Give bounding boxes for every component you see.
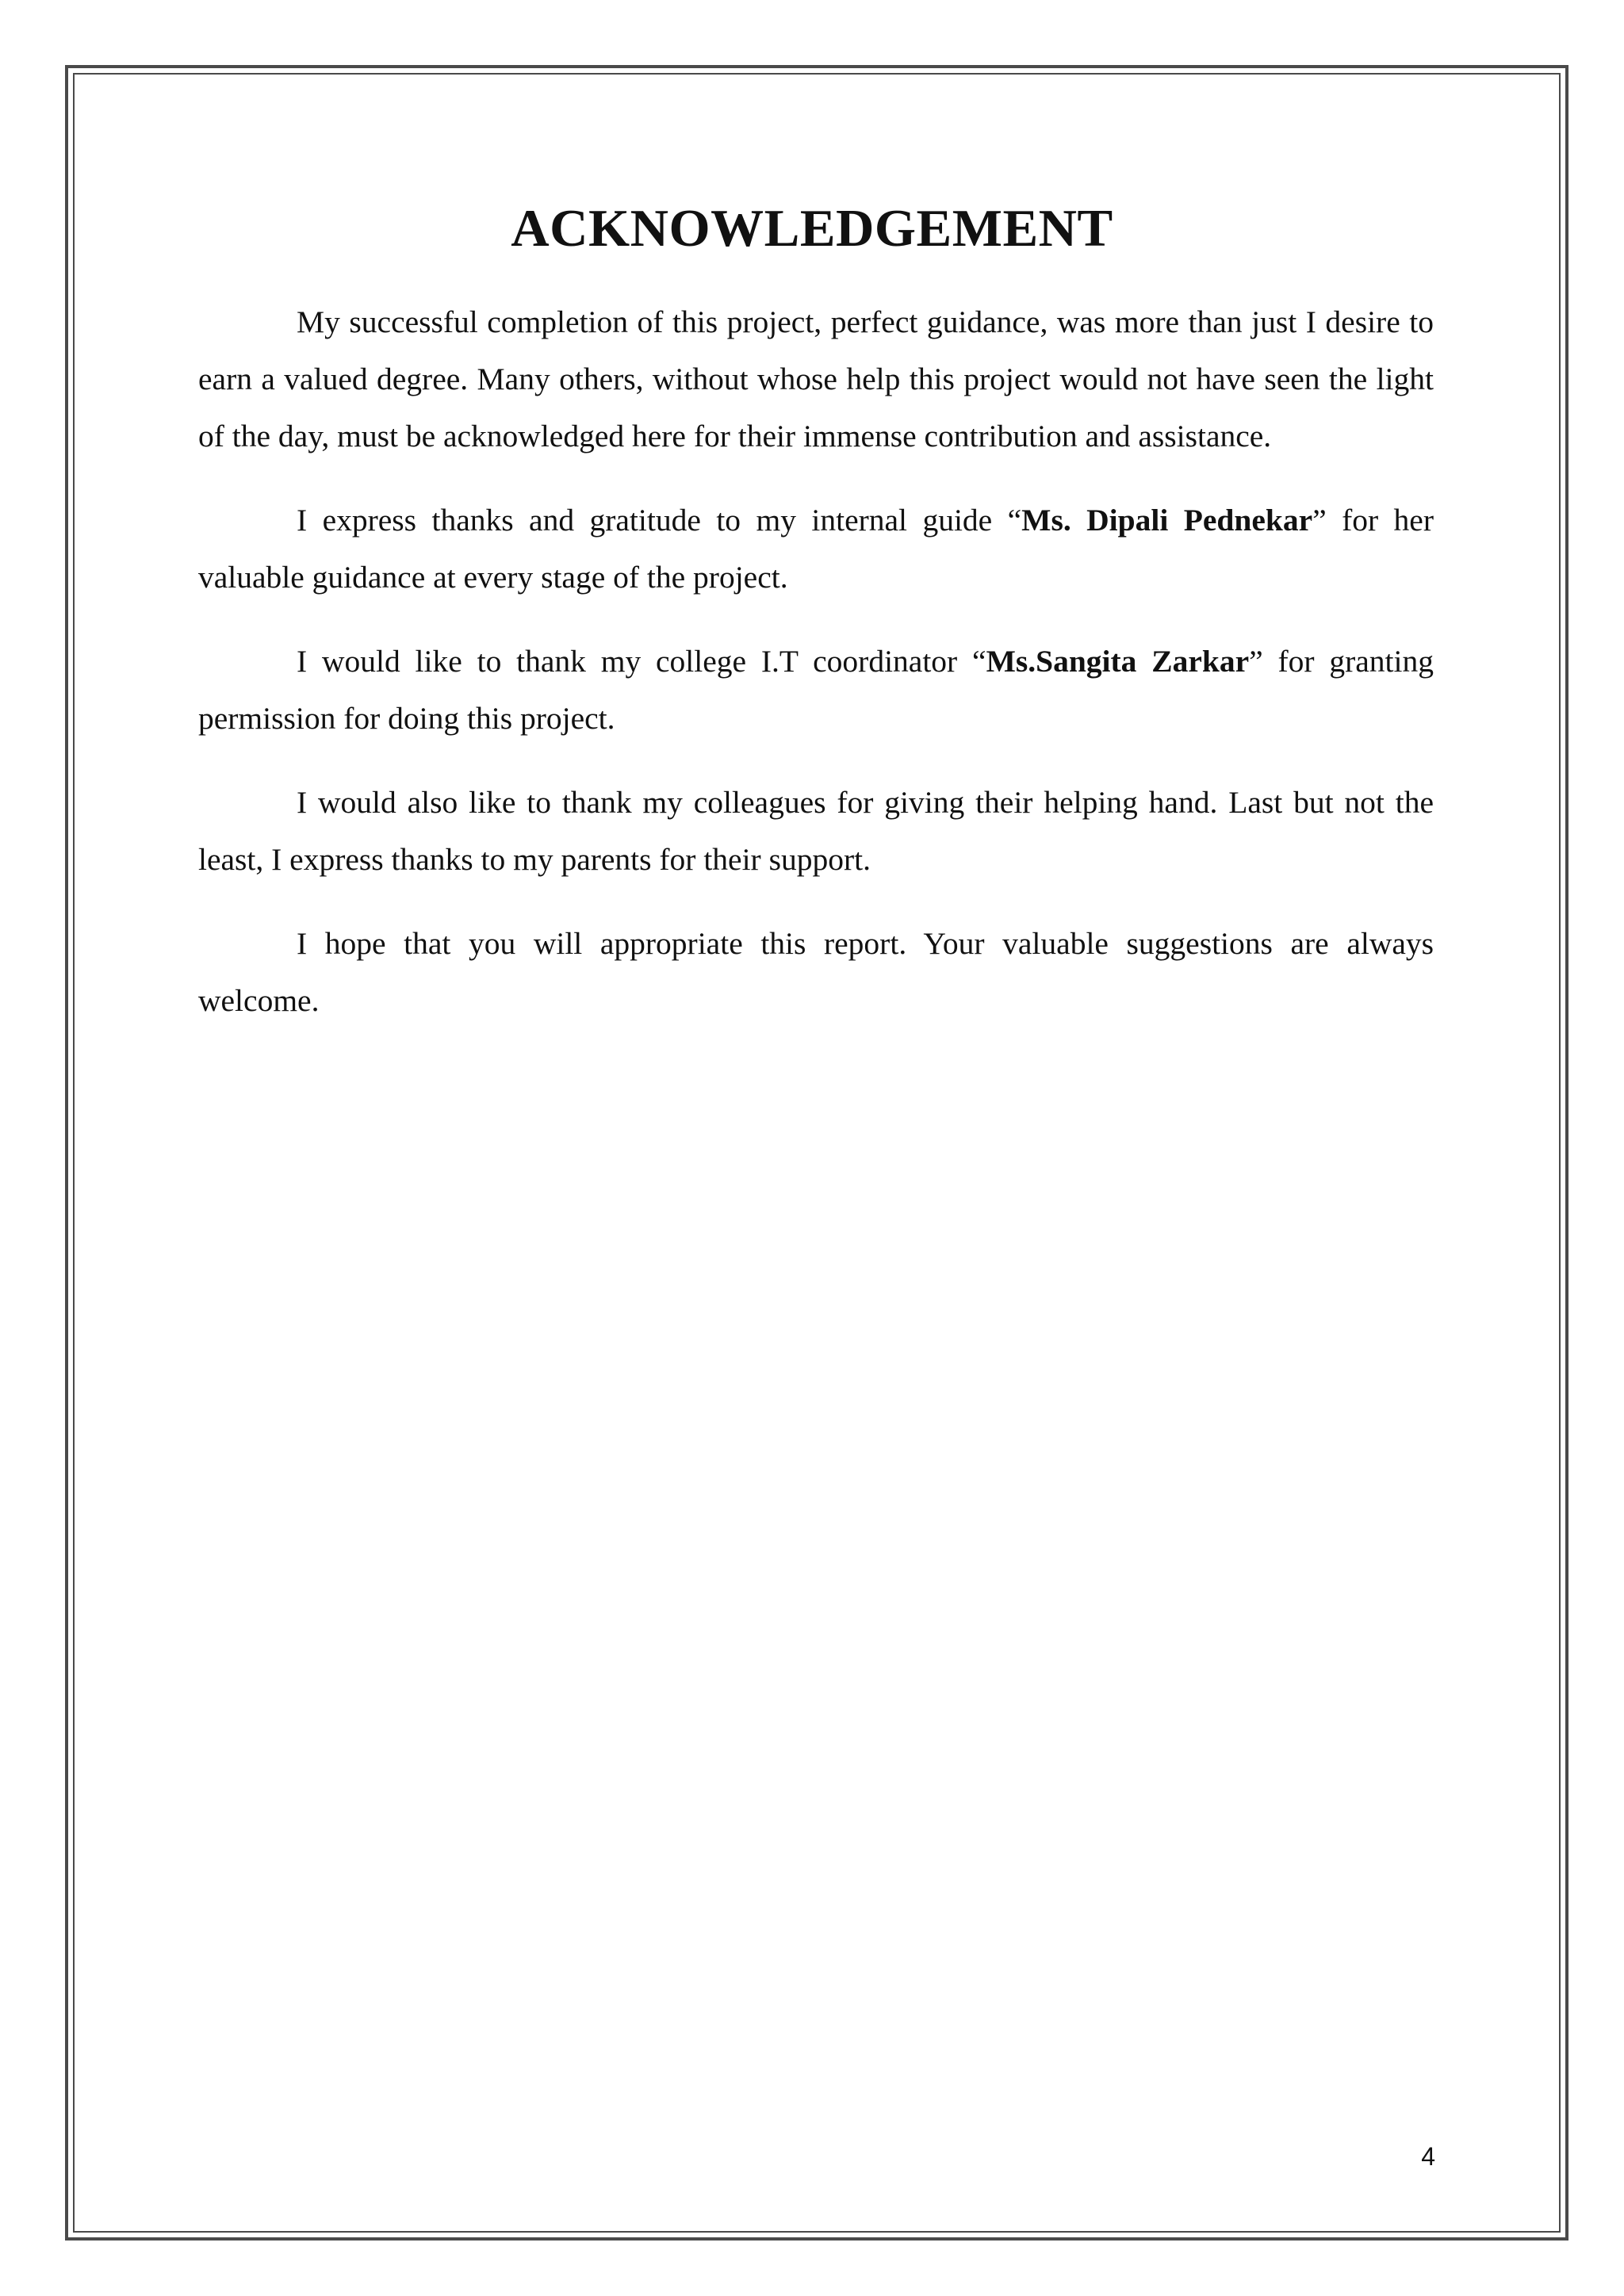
paragraph-text: I hope that you will appropriate this report. Your valuable suggestions are always welcome. <box>198 926 1434 1018</box>
coordinator-name: Ms.Sangita Zarkar <box>986 644 1250 679</box>
paragraph-3 <box>198 633 1434 747</box>
page-number: 4 <box>1421 2142 1435 2171</box>
paragraph-1 <box>198 293 1434 465</box>
paragraph-2 <box>198 492 1434 606</box>
paragraph-text: I would also like to thank my colleagues for giving their helping hand. Last but not the least, I express thanks to my parents for their support. <box>198 785 1434 877</box>
paragraph-text: I would like to thank my college I.T coordinator “ <box>297 644 986 679</box>
paragraph-4 <box>198 774 1434 888</box>
paragraph-text: ” for granting permission for doing this project. <box>198 644 1434 736</box>
paragraph-text: I express thanks and gratitude to my internal guide “ <box>297 503 1022 538</box>
guide-name: Ms. Dipali Pednekar <box>1021 503 1313 538</box>
paragraph-5 <box>198 915 1434 1029</box>
document-body <box>198 293 1434 1056</box>
paragraph-text: My successful completion of this project, perfect guidance, was more than just I desire to earn a valued degree. Many others, without whose help this project would not have seen the light of the day, must be acknowledged here for their immense contribution and assistance. <box>198 304 1434 453</box>
document-title: ACKNOWLEDGEMENT <box>511 199 1113 258</box>
paragraph-text: ” for her valuable guidance at every stage of the project. <box>198 503 1434 595</box>
